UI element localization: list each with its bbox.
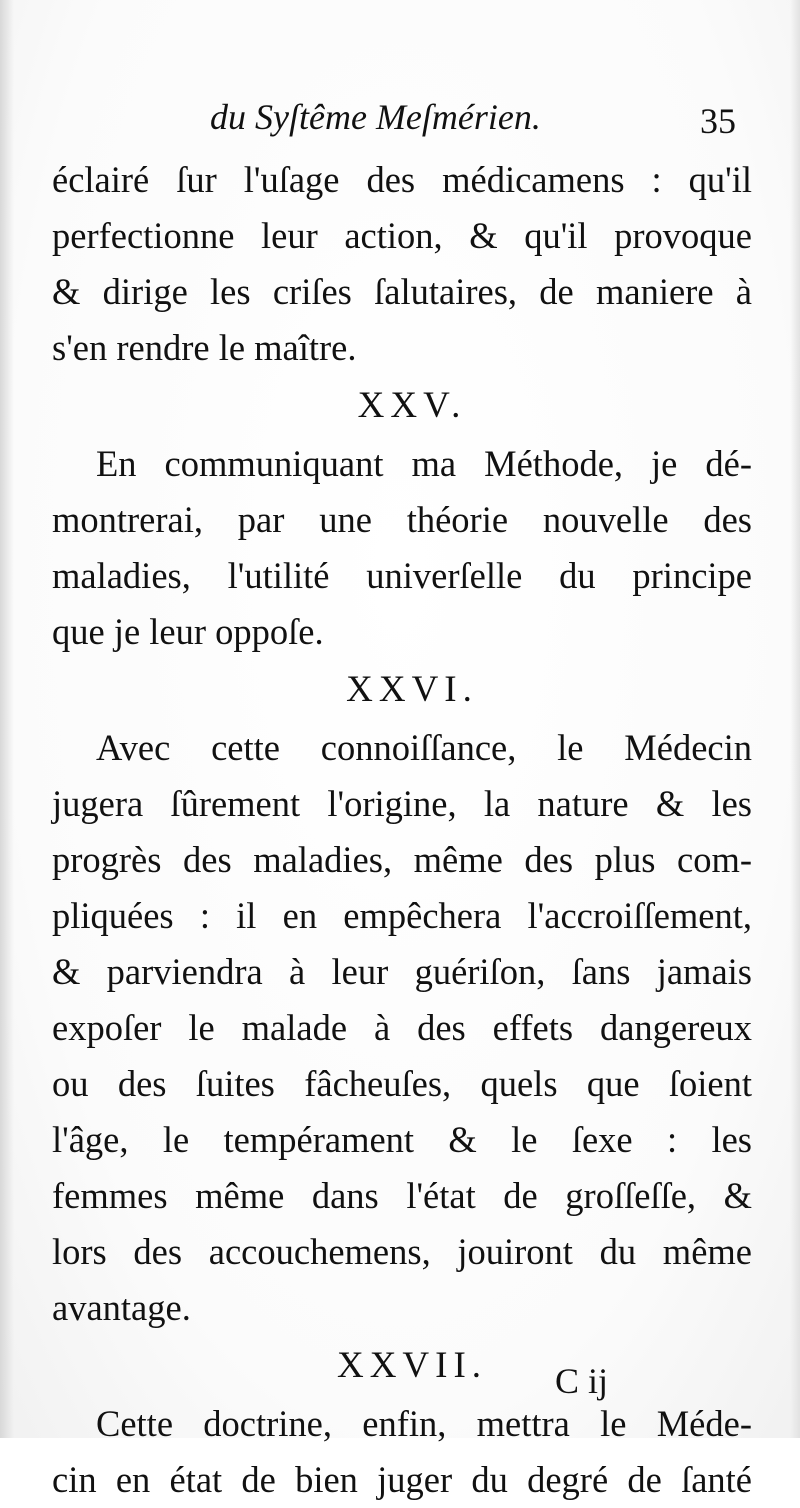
text-line: l'âge, le tempérament & le ſexe : les (52, 1119, 752, 1160)
text-line: que je leur oppoſe. (52, 611, 324, 652)
text-line: avantage. (52, 1287, 191, 1328)
text-line: femmes même dans l'état de groſſeſſe, & (52, 1175, 752, 1216)
text-line: & dirige les criſes ſalutaires, de maniere à (52, 271, 752, 312)
text-line: En communiquant ma Méthode, je dé- (96, 443, 752, 484)
running-title: du Syſtême Meſmérien. (210, 97, 541, 137)
text-line: maladies, l'utilité univerſelle du principe (52, 555, 752, 596)
page-edge-shadow-right (790, 0, 800, 1438)
text-line: progrès des maladies, même des plus com- (52, 839, 752, 880)
text-line: montrerai, par une théorie nouvelle des (52, 499, 752, 540)
text-line: Avec cette connoiſſance, le Médecin (96, 727, 752, 768)
text-line: cin en état de bien juger du degré de ſanté (52, 1459, 752, 1500)
text-line: lors des accouchemens, jouiront du même (52, 1231, 752, 1272)
signature-mark: C ij (555, 1361, 609, 1401)
text-line: perfectionne leur action, & qu'il provoque (52, 215, 752, 256)
section-heading-xxv: XXV. (357, 385, 467, 426)
running-header (0, 96, 800, 146)
text-line: ou des ſuites fâcheuſes, quels que ſoient (52, 1063, 752, 1104)
text-line: Cette doctrine, enfin, mettra le Méde- (96, 1403, 752, 1444)
text-line: jugera ſûrement l'origine, la nature & les (52, 783, 752, 824)
text-line: pliquées : il en empêchera l'accroiſſement, (52, 895, 752, 936)
text-line: s'en rendre le maître. (52, 327, 357, 368)
section-heading-xxvii: XXVII. (336, 1345, 488, 1386)
page-edge-shadow-left (0, 0, 14, 1438)
text-body (52, 152, 752, 1508)
text-line: expoſer le malade à des effets dangereux (52, 1007, 752, 1048)
page-number: 35 (700, 101, 736, 141)
text-line: éclairé ſur l'uſage des médicamens : qu'il (52, 159, 752, 200)
text-line: & parviendra à leur guériſon, ſans jamais (52, 951, 752, 992)
section-heading-xxvi: XXVI. (346, 669, 478, 710)
